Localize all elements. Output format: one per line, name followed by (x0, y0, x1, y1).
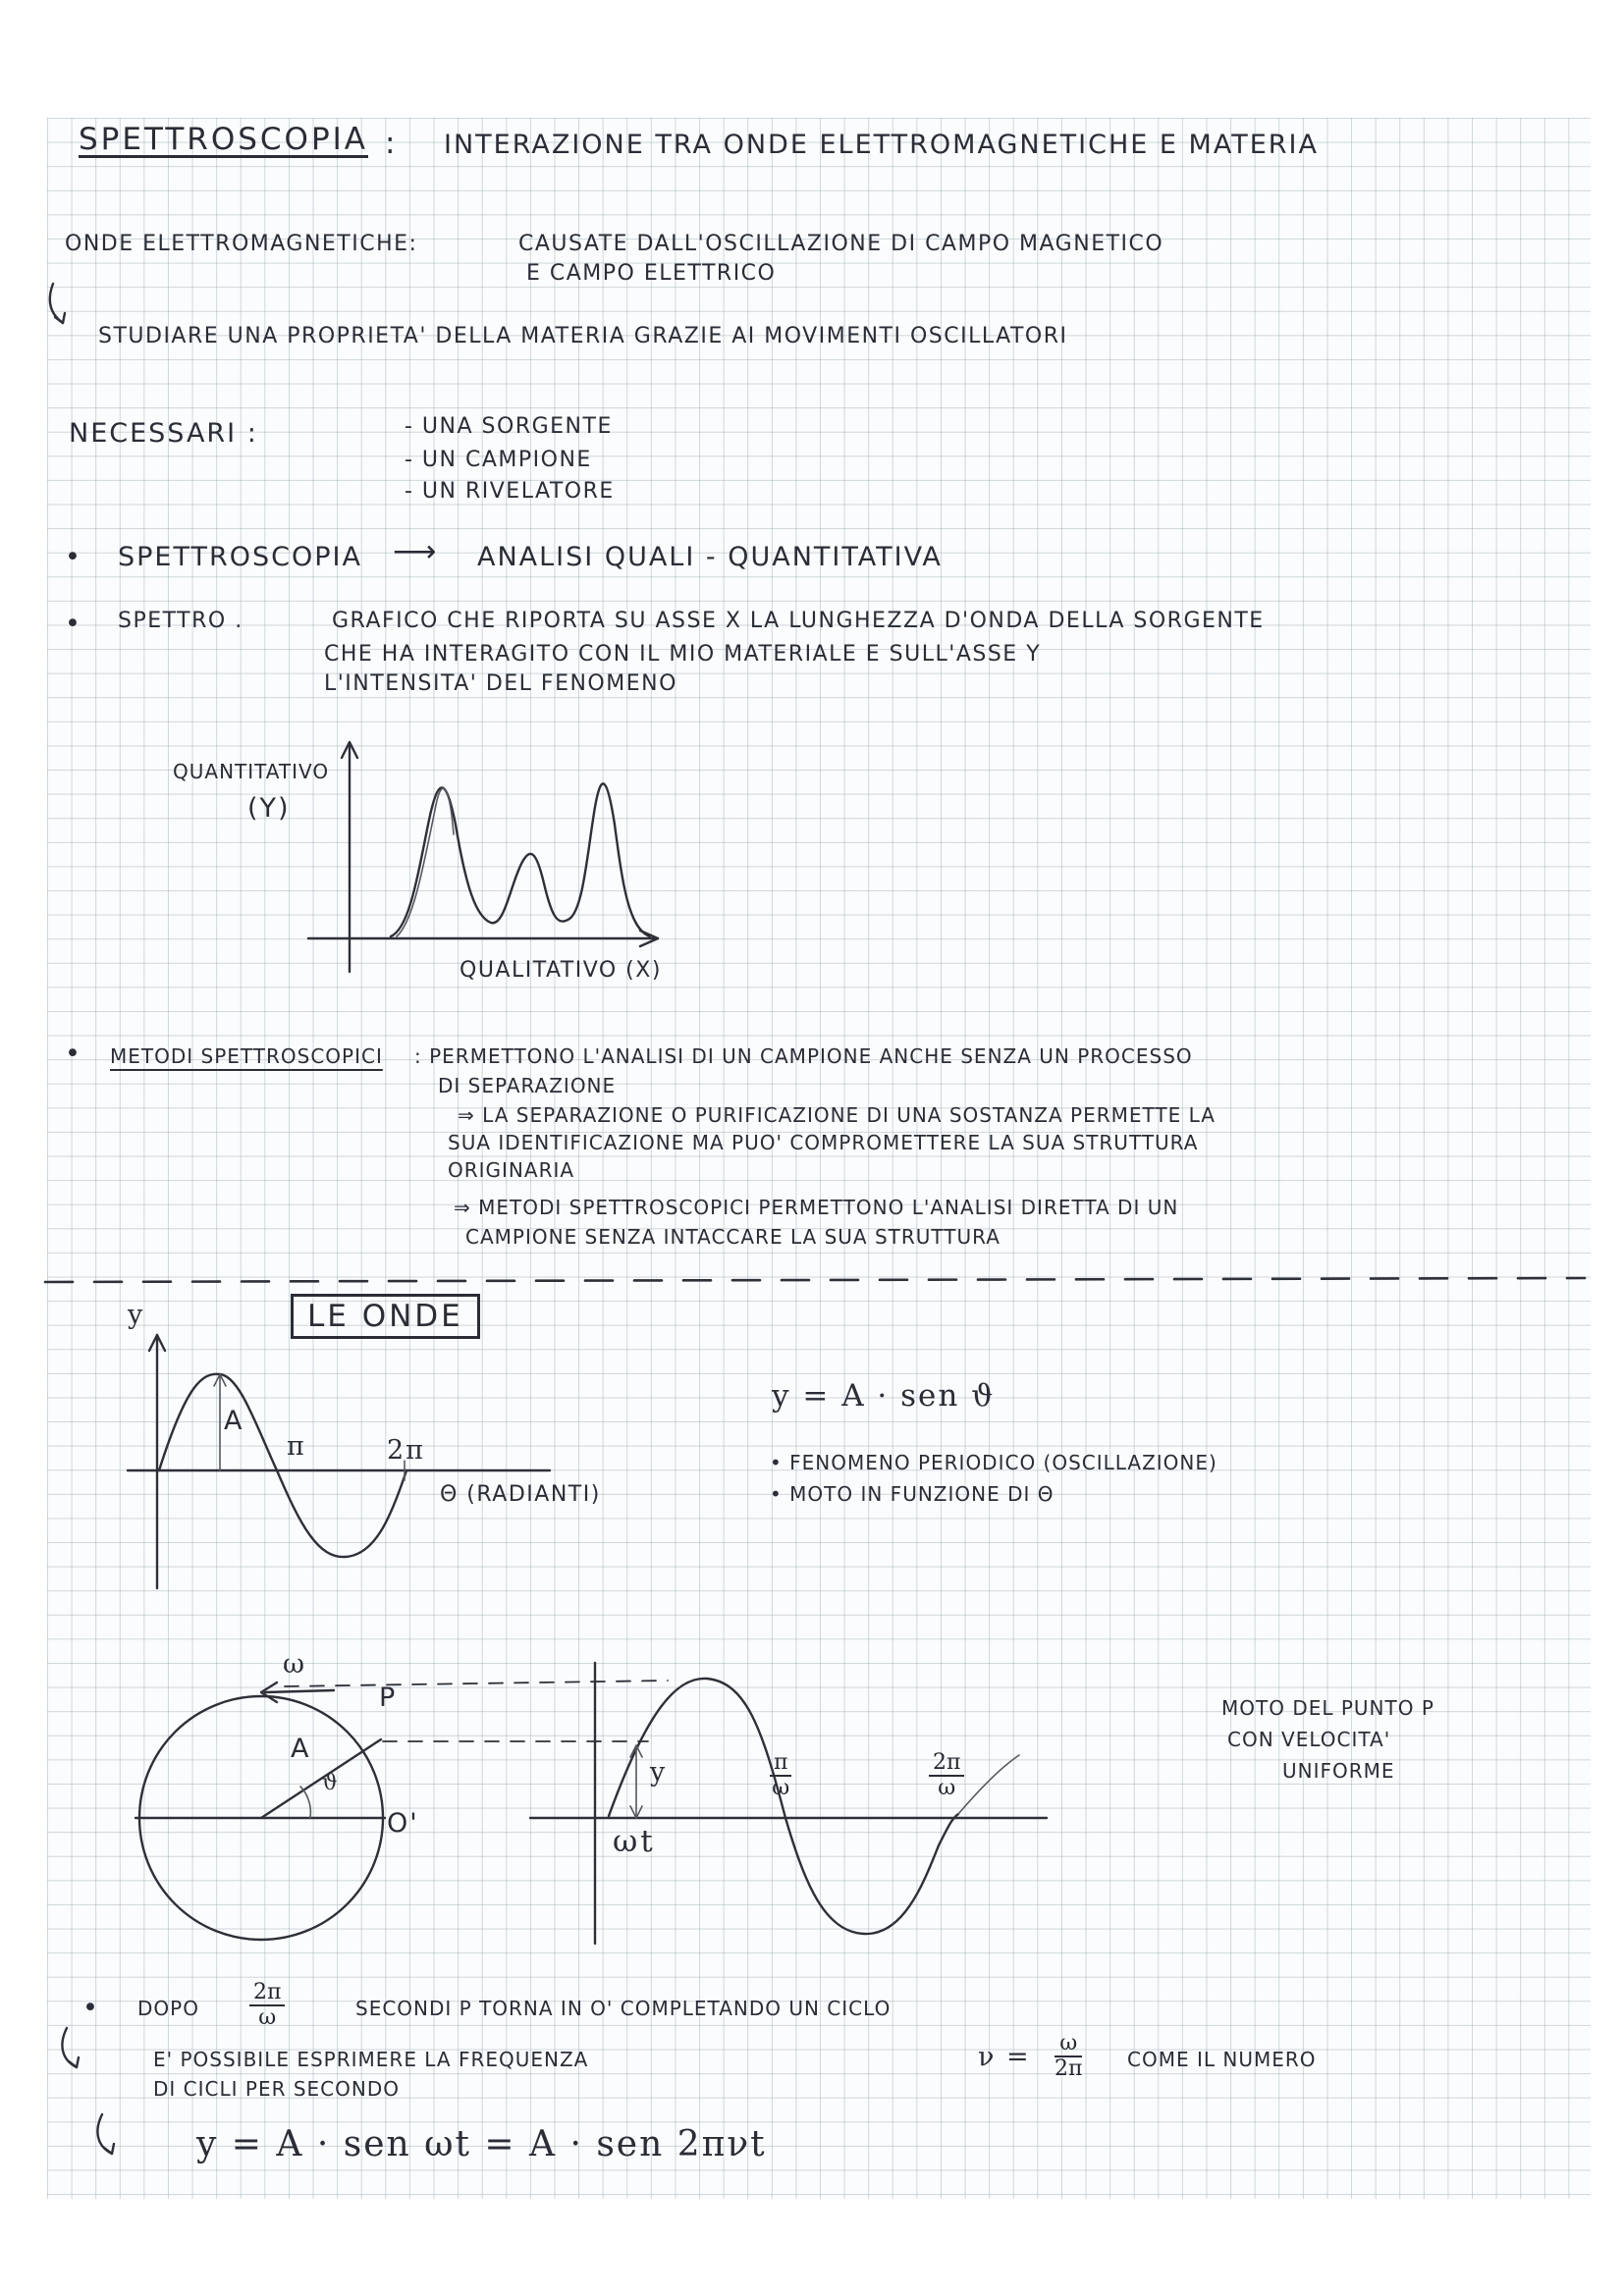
bottom-line2-post: COME IL NUMERO (1127, 2048, 1317, 2071)
sine-amplitude-label: A (224, 1406, 244, 1436)
two-pi-over-omega-num: 2π (929, 1751, 964, 1777)
projected-sine-curve (609, 1679, 958, 1934)
spettro-label: SPETTRO . (118, 609, 243, 633)
two-pi-over-omega-label (929, 1751, 964, 1800)
circle-amplitude-label: A (291, 1734, 311, 1764)
section-title-le-onde: LE ONDE (291, 1294, 480, 1339)
circle-angle-label: ϑ (322, 1771, 340, 1795)
curved-arrow-icon (51, 2024, 90, 2083)
spectrum-xlabel: QUALITATIVO (X) (460, 958, 662, 983)
curved-arrow-icon (39, 280, 79, 339)
sine-y-label: y (128, 1300, 145, 1330)
point-p-label: P (379, 1682, 398, 1713)
bottom-line1-post: SECONDI P TORNA IN O' COMPLETANDO UN CICLO (355, 1997, 892, 2020)
two-pi-over-omega-den: ω (938, 1776, 956, 1800)
radius-line (261, 1739, 381, 1818)
spectrum-ylabel: QUANTITATIVO (173, 760, 330, 783)
methods-point2-line: ⇒ METODI SPETTROSCOPICI PERMETTONO L'ANALISI DIRETTA DI UN (454, 1196, 1179, 1219)
spectrum-plot (295, 736, 687, 991)
required-item: - UN RIVELATORE (405, 479, 615, 504)
methods-label: METODI SPETTROSCOPICI (110, 1044, 383, 1068)
required-item: - UN CAMPIONE (405, 448, 592, 472)
methods-point1-line: ORIGINARIA (448, 1158, 575, 1182)
final-formula: y = A · sen ωt = A · sen 2πνt (196, 2124, 767, 2164)
motion-note-line: CON VELOCITA' (1227, 1728, 1391, 1751)
bullet-dot: • (65, 1039, 82, 1069)
curved-arrow-icon (86, 2110, 126, 2169)
bottom-line2-pre: E' POSSIBILE ESPRIMERE LA FREQUENZA (153, 2048, 589, 2071)
omega-arrow-line (265, 1690, 334, 1692)
fraction-den: 2π (1055, 2056, 1083, 2081)
bullet-dot: • (65, 609, 82, 639)
two-pi-over-omega-fraction (249, 1981, 285, 2030)
frequency-nu-label: ν = (978, 2042, 1031, 2072)
wave-note: • MOTO IN FUNZIONE DI Θ (770, 1482, 1055, 1506)
methods-intro-2: DI SEPARAZIONE (438, 1074, 617, 1097)
motion-note-line: MOTO DEL PUNTO P (1221, 1696, 1434, 1720)
wave-y-label: y (650, 1757, 668, 1788)
em-waves-label: ONDE ELETTROMAGNETICHE: (65, 232, 418, 256)
fraction-num: ω (1055, 2032, 1082, 2057)
fraction-den: ω (258, 2005, 277, 2030)
motion-note-line: UNIFORME (1282, 1759, 1395, 1783)
methods-point2-line: CAMPIONE SENZA INTACCARE LA SUA STRUTTURA (465, 1225, 1001, 1249)
spettroscopia-value: ANALISI QUALI - QUANTITATIVA (477, 542, 943, 572)
arrow-right-icon: ⟶ (393, 534, 440, 569)
sine-wave-plot (118, 1325, 628, 1600)
dashed-divider (39, 1272, 1591, 1292)
required-label: NECESSARI : (69, 418, 258, 449)
pi-over-omega-label (770, 1751, 791, 1800)
pi-over-omega-num: π (770, 1751, 791, 1777)
sine-x-label: Θ (RADIANTI) (440, 1482, 601, 1507)
spectrum-ylabel-sub: (Y) (247, 793, 291, 824)
sine-formula: y = A · sen ϑ (772, 1378, 996, 1414)
bullet-dot: • (82, 1993, 100, 2023)
title-separator: : (385, 126, 399, 161)
spettroscopia-label: SPETTROSCOPIA (118, 542, 362, 572)
dashed-guide-top (285, 1681, 668, 1686)
em-waves-line2: E CAMPO ELETTRICO (526, 261, 777, 286)
projected-sine-continuation (958, 1755, 1019, 1814)
circular-motion-diagram (118, 1649, 1100, 1973)
spettro-line: L'INTENSITA' DEL FENOMENO (324, 671, 677, 696)
spectrum-curve-sketch (397, 788, 454, 936)
omega-label: ω (283, 1649, 307, 1680)
title-definition: INTERAZIONE TRA ONDE ELETTROMAGNETICHE E MATERIA (444, 130, 1319, 160)
em-waves-line1: CAUSATE DALL'OSCILLAZIONE DI CAMPO MAGNETICO (518, 232, 1164, 256)
sine-two-pi-label: 2π (387, 1435, 425, 1466)
spettro-line: GRAFICO CHE RIPORTA SU ASSE X LA LUNGHEZZA D'ONDA DELLA SORGENTE (332, 609, 1265, 633)
spettro-line: CHE HA INTERAGITO CON IL MIO MATERIALE E SULL'ASSE Y (324, 642, 1042, 667)
bottom-line1-pre: DOPO (137, 1997, 199, 2020)
required-item: - UNA SORGENTE (405, 414, 613, 439)
wave-note: • FENOMENO PERIODICO (OSCILLAZIONE) (770, 1451, 1217, 1474)
spectrum-curve (391, 783, 650, 936)
bullet-dot: • (65, 542, 82, 572)
omega-over-two-pi-fraction (1055, 2032, 1082, 2081)
study-line: STUDIARE UNA PROPRIETA' DELLA MATERIA GRAZIE AI MOVIMENTI OSCILLATORI (98, 324, 1068, 348)
methods-point1-line: ⇒ LA SEPARAZIONE O PURIFICAZIONE DI UNA SOSTANZA PERMETTE LA (458, 1103, 1216, 1127)
fraction-num: 2π (249, 1981, 285, 2006)
page-title: SPETTROSCOPIA (79, 122, 368, 157)
sine-pi-label: π (287, 1431, 306, 1462)
pi-over-omega-den: ω (772, 1776, 790, 1800)
methods-intro: : PERMETTONO L'ANALISI DI UN CAMPIONE ANCHE SENZA UN PROCESSO (414, 1044, 1193, 1068)
bottom-line3: DI CICLI PER SECONDO (153, 2077, 400, 2101)
methods-point1-line: SUA IDENTIFICAZIONE MA PUO' COMPROMETTERE LA SUA STRUTTURA (448, 1131, 1199, 1154)
sine-curve (159, 1374, 406, 1557)
omega-t-label: ωt (613, 1824, 656, 1859)
origin-label: O' (387, 1808, 419, 1839)
